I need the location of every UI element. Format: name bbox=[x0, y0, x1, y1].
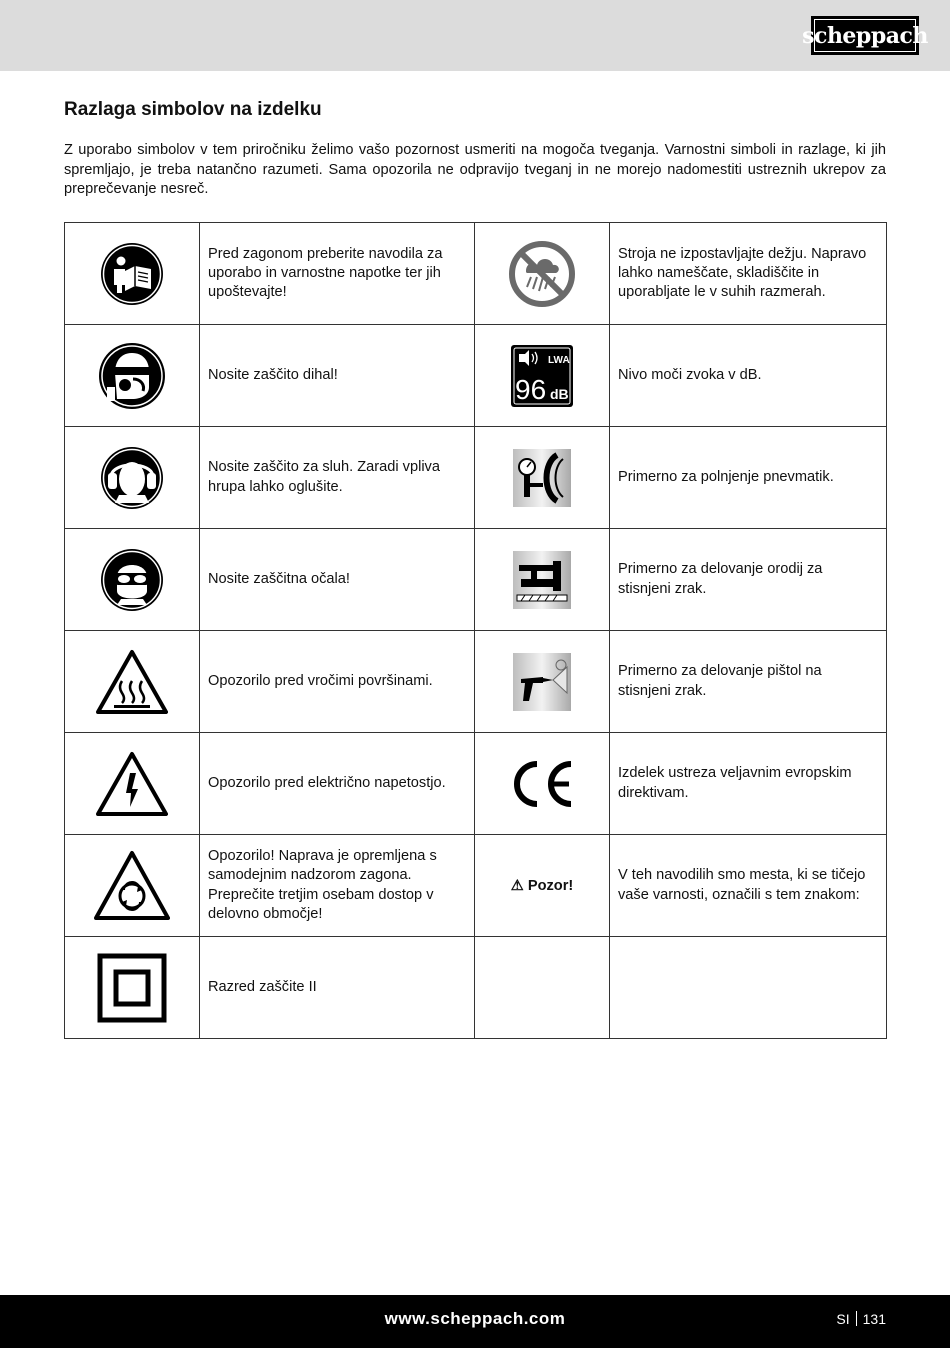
footer-url[interactable]: www.scheppach.com bbox=[384, 1309, 566, 1328]
symbol-cell bbox=[65, 529, 200, 631]
symbol-description: Primerno za polnjenje pnevmatik. bbox=[610, 427, 887, 529]
sound-power-symbol: LWA bbox=[548, 354, 570, 366]
symbol-description: Razred zaščite II bbox=[200, 937, 475, 1039]
empty-cell bbox=[475, 937, 610, 1039]
table-row bbox=[65, 733, 887, 835]
symbol-description: Nosite zaščito dihal! bbox=[200, 325, 475, 427]
table-row bbox=[65, 223, 887, 325]
table-row bbox=[65, 937, 887, 1039]
automatic-start-icon bbox=[94, 850, 170, 922]
read-manual-icon bbox=[99, 241, 165, 307]
spray-gun-icon bbox=[513, 653, 571, 711]
symbol-description: Opozorilo pred električno napetostjo. bbox=[200, 733, 475, 835]
symbol-description: Nivo moči zvoka v dB. bbox=[610, 325, 887, 427]
sound-power-value: 96 bbox=[515, 373, 547, 405]
divider bbox=[856, 1311, 857, 1326]
brand-logo-text: scheppach bbox=[802, 22, 928, 49]
symbol-description: Stroja ne izpostavljajte dežju. Napravo lahko nameščate, skladiščite in uporabljate le v suhih razmerah. bbox=[610, 223, 887, 325]
language-code: SI bbox=[836, 1311, 850, 1327]
sound-power-icon bbox=[510, 344, 574, 408]
symbols-table bbox=[64, 222, 887, 1039]
symbol-cell bbox=[475, 733, 610, 835]
symbol-cell bbox=[65, 733, 200, 835]
table-row bbox=[65, 427, 887, 529]
hot-surface-icon bbox=[96, 649, 168, 715]
intro-paragraph: Z uporabo simbolov v tem priročniku želimo vašo pozornost usmeriti na mogoča tveganja. Varnostni simboli in razlage, ki jih spremljajo, je treba natančno razumeti. Sama opozorila ne odpravijo tveganj in ne morejo nadomestiti ustreznih ukrepov za preprečevanje nesreč. bbox=[64, 142, 886, 197]
symbol-cell bbox=[475, 325, 610, 427]
symbol-cell bbox=[475, 427, 610, 529]
symbol-description: Opozorilo pred vročimi površinami. bbox=[200, 631, 475, 733]
symbol-description: Opozorilo! Naprava je opremljena s samodejnim nadzorom zagona. Preprečite tretjim osebam dostop v delovno območje! bbox=[200, 835, 475, 937]
symbol-description: V teh navodilih smo mesta, ki se tičejo vaše varnosti, označili s tem znakom: bbox=[610, 835, 887, 937]
no-rain-icon bbox=[507, 239, 577, 309]
symbol-cell bbox=[475, 835, 610, 937]
symbol-description: Nosite zaščito za sluh. Zaradi vpliva hrupa lahko oglušite. bbox=[200, 427, 475, 529]
tyre-inflation-icon bbox=[513, 449, 571, 507]
safety-goggles-icon bbox=[99, 547, 165, 613]
page-title: Razlaga simbolov na izdelku bbox=[64, 99, 322, 120]
symbol-cell bbox=[65, 631, 200, 733]
symbol-cell bbox=[475, 631, 610, 733]
table-row bbox=[65, 631, 887, 733]
nail-gun-icon bbox=[513, 551, 571, 609]
warning-label: ⚠ Pozor! bbox=[510, 877, 574, 894]
table-row bbox=[65, 835, 887, 937]
table-row bbox=[65, 325, 887, 427]
brand-logo bbox=[802, 16, 928, 55]
symbol-cell bbox=[475, 223, 610, 325]
symbol-description bbox=[610, 937, 887, 1039]
ce-mark-icon bbox=[507, 759, 577, 809]
ear-protection-icon bbox=[99, 445, 165, 511]
protection-class-ii-icon bbox=[97, 953, 167, 1023]
sound-power-unit: dB bbox=[550, 385, 569, 402]
page-number bbox=[836, 1311, 886, 1327]
symbol-cell bbox=[65, 325, 200, 427]
symbol-cell bbox=[65, 835, 200, 937]
respirator-icon bbox=[97, 341, 167, 411]
symbol-description: Nosite zaščitna očala! bbox=[200, 529, 475, 631]
symbol-description: Pred zagonom preberite navodila za uporabo in varnostne napotke ter jih upoštevajte! bbox=[200, 223, 475, 325]
symbol-description: Izdelek ustreza veljavnim evropskim direktivam. bbox=[610, 733, 887, 835]
table-row bbox=[65, 529, 887, 631]
electric-voltage-icon bbox=[96, 751, 168, 817]
symbol-cell bbox=[65, 223, 200, 325]
symbol-description: Primerno za delovanje pištol na stisnjeni zrak. bbox=[610, 631, 887, 733]
symbol-cell bbox=[65, 427, 200, 529]
symbol-cell bbox=[475, 529, 610, 631]
symbol-description: Primerno za delovanje orodij za stisnjeni zrak. bbox=[610, 529, 887, 631]
page-number-value: 131 bbox=[862, 1311, 886, 1327]
symbol-cell bbox=[65, 937, 200, 1039]
